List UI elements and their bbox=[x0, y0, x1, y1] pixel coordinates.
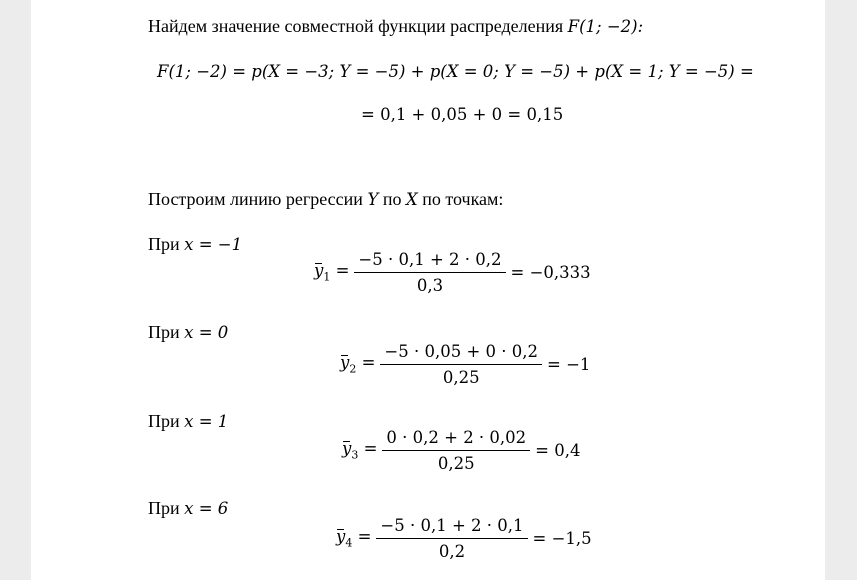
point-1-subscript: 1 bbox=[323, 270, 331, 284]
point-3-formula: $y_3$ = $\frac{0 \cdot 0,2 + 2 \cdot 0,02}{0,25}$ = 0,4 bbox=[337, 428, 585, 473]
point-2-fraction bbox=[380, 342, 542, 387]
point-1-fraction bbox=[354, 250, 505, 295]
point-1-formula: $y_1$ = $\frac{-5 \cdot 0,1 + 2 \cdot 0,2}{0,3}$ = −0,333 bbox=[309, 250, 596, 295]
document-page bbox=[31, 0, 825, 580]
point-4-ybar: y bbox=[336, 527, 346, 547]
regression-text-c: по точкам: bbox=[422, 189, 504, 209]
point-2-denominator: 0,25 bbox=[442, 368, 480, 387]
point-4-fraction bbox=[376, 516, 527, 561]
point-3-ybar: y bbox=[342, 439, 352, 459]
point-4-result: = −1,5 bbox=[532, 529, 592, 548]
intro-paragraph bbox=[148, 15, 643, 38]
point-3-denominator: 0,25 bbox=[437, 454, 475, 473]
point-1-x-value: x = −1 bbox=[184, 235, 243, 254]
point-4-numerator: −5 · 0,1 + 2 · 0,1 bbox=[380, 516, 524, 535]
point-3-subscript: 3 bbox=[351, 448, 359, 462]
point-1-result: = −0,333 bbox=[510, 263, 591, 282]
point-3-fraction bbox=[382, 428, 530, 473]
point-4-denominator: 0,2 bbox=[438, 542, 466, 561]
point-1-prefix: При bbox=[148, 234, 180, 254]
point-1-ybar: y bbox=[314, 261, 324, 281]
joint-equation-line-1: F(1; −2) = p(X = −3; Y = −5) + p(X = 0; Y = −5) + p(X = 1; Y = −5) = bbox=[157, 62, 754, 81]
point-2-formula: $y_2$ = $\frac{-5 \cdot 0,05 + 0 \cdot 0,2}{0,25}$ = −1 bbox=[335, 342, 595, 387]
point-3-result: = 0,4 bbox=[535, 441, 581, 460]
regression-text-a: Построим линию регрессии bbox=[148, 189, 363, 209]
regression-var-y: Y bbox=[367, 190, 379, 209]
regression-text-b: по bbox=[382, 189, 402, 209]
point-3-x-value: x = 1 bbox=[184, 412, 229, 431]
point-4-subscript: 4 bbox=[345, 536, 353, 550]
regression-var-x: X bbox=[405, 190, 418, 209]
point-3-prefix: При bbox=[148, 411, 180, 431]
point-4-x-value: x = 6 bbox=[184, 499, 229, 518]
point-4-condition bbox=[148, 497, 228, 520]
intro-text: Найдем значение совместной функции распределения bbox=[148, 16, 564, 36]
point-1-numerator: −5 · 0,1 + 2 · 0,2 bbox=[358, 250, 502, 269]
point-3-condition bbox=[148, 410, 228, 433]
point-2-prefix: При bbox=[148, 322, 180, 342]
joint-equation-line-2: = 0,1 + 0,05 + 0 = 0,15 bbox=[361, 105, 564, 124]
point-1-denominator: 0,3 bbox=[416, 276, 444, 295]
point-4-prefix: При bbox=[148, 498, 180, 518]
point-2-numerator: −5 · 0,05 + 0 · 0,2 bbox=[384, 342, 538, 361]
point-4-formula: $y_4$ = $\frac{-5 \cdot 0,1 + 2 \cdot 0,1}{0,2}$ = −1,5 bbox=[331, 516, 597, 561]
point-2-x-value: x = 0 bbox=[184, 323, 229, 342]
regression-intro bbox=[148, 188, 503, 211]
point-3-numerator: 0 · 0,2 + 2 · 0,02 bbox=[386, 428, 527, 447]
point-2-condition bbox=[148, 321, 228, 344]
point-2-ybar: y bbox=[340, 353, 350, 373]
point-2-result: = −1 bbox=[547, 355, 591, 374]
point-2-subscript: 2 bbox=[349, 362, 357, 376]
point-1-condition bbox=[148, 233, 242, 256]
intro-function: F(1; −2): bbox=[567, 17, 644, 36]
